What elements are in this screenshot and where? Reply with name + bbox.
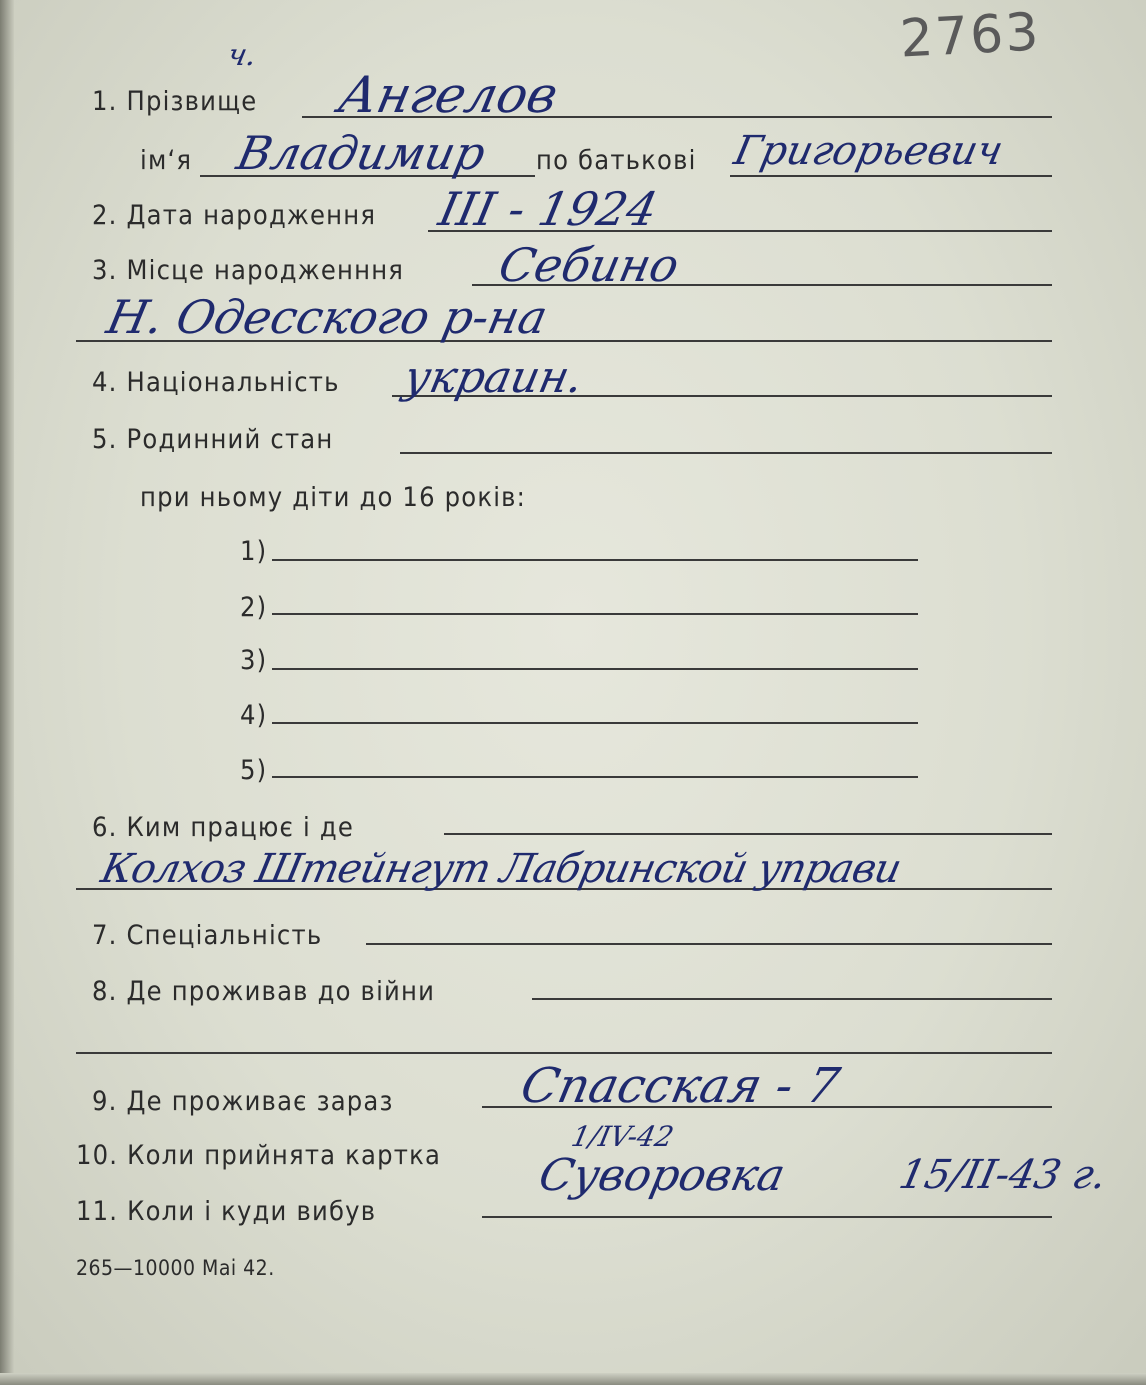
- current-label: 9. Де проживає зараз: [92, 1086, 394, 1117]
- birthplace-value-2: Н. Одесского р-на: [102, 290, 553, 344]
- surname-value: Ангелов: [333, 66, 563, 124]
- prewar-line-2: [76, 1052, 1052, 1054]
- child-3-line: [272, 668, 918, 670]
- patronymic-value: Григорьевич: [730, 128, 1008, 174]
- specialty-label: 7. Спеціальність: [92, 920, 323, 951]
- prewar-line: [532, 998, 1052, 1000]
- current-value: Спасская - 7: [516, 1058, 845, 1114]
- card-edge-bottom: [0, 1373, 1146, 1385]
- left-date: 15/II-43 г.: [895, 1152, 1111, 1198]
- child-1-line: [272, 559, 918, 561]
- children-label: при ньому діти до 16 років:: [140, 482, 527, 513]
- left-label: 11. Коли і куди вибув: [76, 1196, 377, 1227]
- surname-mark: ч.: [224, 38, 260, 73]
- child-1-label: 1): [240, 536, 268, 567]
- birthdate-label: 2. Дата народження: [92, 200, 377, 231]
- accepted-value: 1/IV-42: [568, 1120, 677, 1153]
- family-label: 5. Родинний стан: [92, 424, 334, 455]
- child-5-label: 5): [240, 755, 268, 786]
- birthdate-value: III - 1924: [434, 182, 663, 236]
- left-line: [482, 1216, 1052, 1218]
- nationality-value: украин.: [399, 352, 588, 403]
- left-value: Суворовка: [534, 1150, 790, 1201]
- patronymic-line: [730, 175, 1052, 177]
- work-line: [444, 833, 1052, 835]
- child-3-label: 3): [240, 645, 268, 676]
- work-label: 6. Ким працює і де: [92, 812, 354, 843]
- child-4-label: 4): [240, 700, 268, 731]
- patronymic-label: по батькові: [536, 145, 697, 176]
- work-value: Колхоз Штейнгут Лабринской управи: [97, 846, 905, 892]
- accepted-label: 10. Коли прийнята картка: [76, 1140, 442, 1171]
- child-5-line: [272, 776, 918, 778]
- surname-label: 1. Прізвище: [92, 86, 258, 117]
- nationality-label: 4. Національність: [92, 367, 340, 398]
- specialty-line: [366, 943, 1052, 945]
- child-2-line: [272, 613, 918, 615]
- name-label: ім‘я: [140, 145, 193, 176]
- corner-number: 2763: [898, 2, 1042, 70]
- child-2-label: 2): [240, 592, 268, 623]
- birthplace-value: Себино: [494, 238, 684, 292]
- prewar-label: 8. Де проживав до війни: [92, 976, 436, 1007]
- card-edge-left: [0, 0, 14, 1385]
- name-value: Владимир: [232, 126, 491, 180]
- birthplace-label: 3. Місце народженння: [92, 255, 405, 286]
- child-4-line: [272, 722, 918, 724]
- family-line: [400, 452, 1052, 454]
- print-footer: 265—10000 Mai 42.: [76, 1256, 275, 1280]
